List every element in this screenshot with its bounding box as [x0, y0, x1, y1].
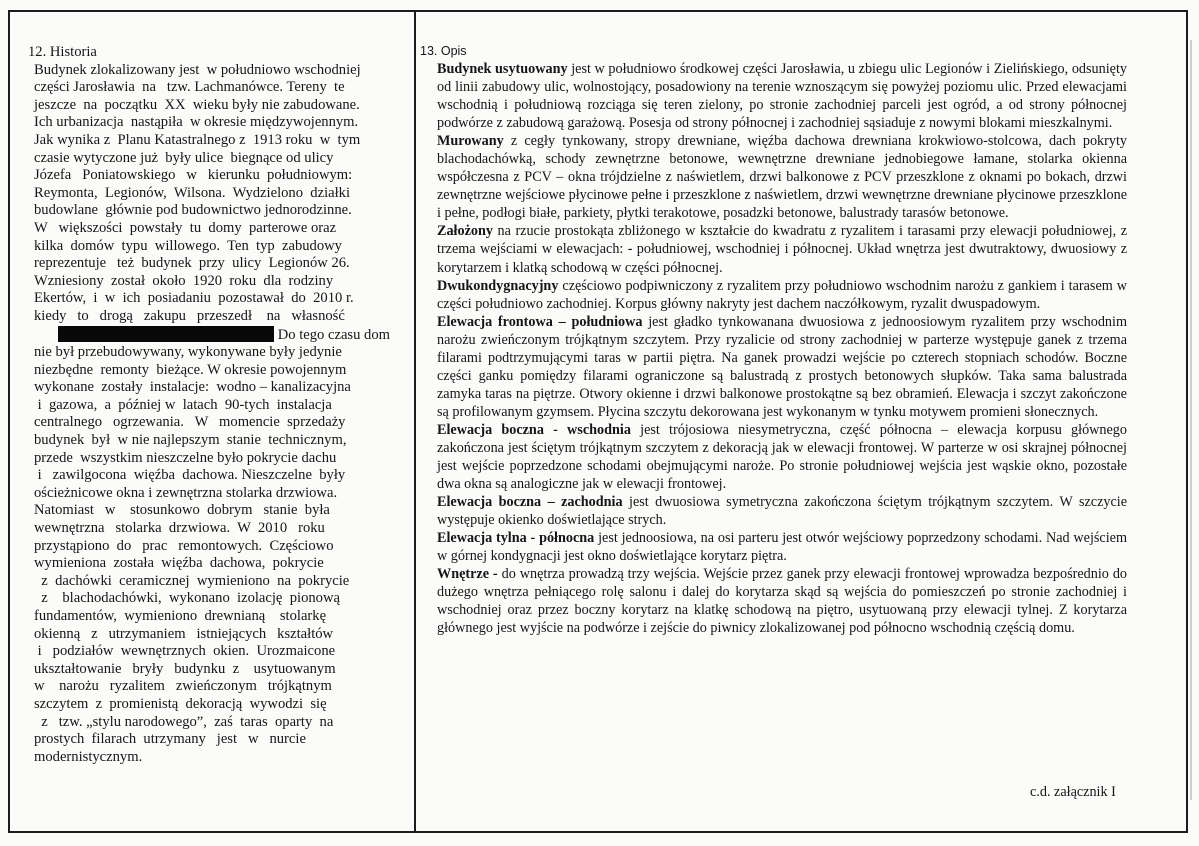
history-line: Reymonta, Legionów, Wilsona. Wydzielono działki — [34, 184, 351, 201]
history-line: i gazowa, a później w latach 90-tych instalacja — [34, 396, 332, 413]
history-line: niezbędne remonty bieżące. W okresie powojennym — [34, 361, 347, 378]
history-text-part1 — [34, 62, 390, 326]
history-line: wykonane zostały instalacje: wodno – kanalizacyjna — [34, 379, 351, 396]
continuation-note: c.d. załącznik I — [1030, 784, 1116, 800]
paragraph-text: jest trójosiowa niesymetryczna, część północna – elewacja korpusu głównego zakończona jest ściętym trójkątnym szczytem z dekoracją jak w elewacji frontowej. W parterze w osi skrajnej północnej jest wejście poprzedzone schodami obejmującymi naroże. Po stronie południowej wejścia jest wąskie okno, pozostałe dwa okna są analogiczne jak w elewacji frontowej. — [437, 421, 1127, 493]
paragraph-heading: Elewacja frontowa – południowa — [437, 313, 643, 330]
paragraph-text: na rzucie prostokąta zbliżonego w kształcie do kwadratu z ryzalitem i tarasami przy elewacji południowej, z trzema wejściami w elewacjach: - południowej, wschodniej i północnej. Układ wnętrza jest dwutraktowy, dwuosiowy z korytarzem i klatką schodową w części północnej. — [437, 223, 1127, 276]
paragraph-text: jest w południowo środkowej części Jarosławia, u zbiegu ulic Legionów i Zielińskiego, odsunięty od linii zabudowy ulic, wolnostojący, posadowiony na terenie wznoszącym się powyżej poziomu ulic. Przed elewacjami wschodnią i południową rozciąga się teren zielony, po stronie zachodniej parceli jest ogród, a od strony północnej podwórze z zabudową garażową. Posesja od strony północnej i zachodniej sąsiaduje z nowymi blokami mieszkalnymi. — [437, 61, 1127, 132]
history-line: wymieniona została więźba dachowa, pokrycie — [34, 555, 324, 572]
description-paragraph — [437, 529, 1127, 565]
description-paragraph — [437, 132, 1127, 222]
paragraph-heading: Założony — [437, 223, 493, 240]
history-line: W większości powstały tu domy parterowe oraz — [34, 219, 337, 236]
description-paragraph — [437, 313, 1127, 421]
history-after-redaction: Do tego czasu dom — [277, 326, 390, 343]
history-line: z tzw. „stylu narodowego”, zaś taras oparty na — [34, 713, 334, 730]
description-section — [437, 60, 1127, 638]
paragraph-text: jest jednoosiowa, na osi parteru jest otwór wejściowy poprzedzony schodami. Nad wejściem w górnej kondygnacji jest okno doświetlające korytarz piętra. — [437, 530, 1127, 565]
history-line: szczytem z promienistą dekoracją wywodzi się — [34, 695, 327, 712]
history-line: z blachodachówki, wykonano izolację pionową — [34, 590, 340, 607]
description-paragraph — [437, 565, 1127, 637]
history-line: okienną z utrzymaniem istniejących kształtów — [34, 625, 334, 642]
scan-edge-shadow — [1190, 40, 1192, 800]
history-line: ościeżnicowe okna i zewnętrzna stolarka drzwiowa. — [34, 484, 338, 501]
history-redacted-line — [34, 326, 390, 345]
history-line: kiedy to drogą zakupu przeszedł na własność — [34, 307, 345, 324]
paragraph-heading: Elewacja tylna - północna — [437, 530, 595, 547]
history-line: wewnętrzna stolarka drzwiowa. W 2010 roku — [34, 520, 325, 537]
paragraph-heading: Budynek usytuowany — [437, 61, 568, 77]
paragraph-text: jest gładko tynkowanana dwuosiowa z jednoosiowym ryzalitem przy wschodnim narożu zwieńczonym trójkątnym szczytem. Przy ryzalicie od strony zachodniej w parterze występuje ganek z trzema filarami podtrzymującymi taras w partii piętra. Na ganek prowadzi wejście po czterech stopniach schodów. Boczne części ganku pomiędzy filarami ograniczone są balustradą z prostych betonowych słupków. Taka sama balustrada zamyka taras na piętrze. Otwory okienne i drzwi balkonowe prostokątne są bez obramień. Elewacja i szczyt zakończone są profilowanym gzymsem. Płycina szczytu dekorowana jest wykonanym w tynku motywem promieni słonecznych. — [437, 313, 1128, 420]
history-title: 12. Historia — [28, 44, 97, 60]
description-paragraph — [437, 493, 1127, 529]
description-paragraph — [437, 60, 1127, 132]
history-line: Józefa Poniatowskiego w kierunku południowym: — [34, 167, 353, 184]
paragraph-text: jest dwuosiowa symetryczna zakończona ściętym trójkątnym szczytem. W szczycie występuje okienko doświetlające strych. — [437, 494, 1127, 529]
description-paragraph — [437, 277, 1127, 313]
column-divider — [414, 10, 416, 833]
history-line: w narożu ryzalitem zwieńczonym trójkątnym — [34, 678, 332, 695]
history-line: ukształtowanie bryły budynku z usytuowanym — [34, 660, 336, 677]
history-line: budynek był w nie najlepszym stanie technicznym, — [34, 432, 347, 449]
paragraph-text: do wnętrza prowadzą trzy wejścia. Wejście przez ganek przy elewacji frontowej wprowadza bezpośrednio do dużego wnętrza pełniącego rolę salonu i dalej do korytarza skąd są wejścia do pomieszczeń po stronie zachodniej i wschodniej oraz przez boczny korytarz na klatkę schodową na piętro, usytuowaną przy elewacji tylnej. Z korytarza głównego jest wyjście na podwórze i zejście do piwnicy zlokalizowanej pod północno wschodnią częścią domu. — [437, 566, 1128, 637]
description-paragraph — [437, 421, 1127, 493]
paragraph-text: częściowo podpiwniczony z ryzalitem przy południowo wschodnim narożu z gankiem i tarasem w części południowo zachodniej. Korpus główny nakryty jest dachem naczółkowym, ryzalit dwuspadowym. — [437, 277, 1127, 312]
description-title: 13. Opis — [420, 44, 467, 58]
paragraph-heading: Wnętrze - — [437, 566, 498, 583]
redaction-block — [58, 326, 274, 342]
history-line: części Jarosławia na tzw. Lachmanówce. Tereny te — [34, 79, 345, 96]
history-line: prostych filarach utrzymany jest w nurcie — [34, 731, 306, 748]
history-line: przede wszystkim nieszczelne było pokrycie dachu — [34, 449, 337, 466]
history-line: i zawilgocona więźba dachowa. Nieszczelne były — [34, 467, 346, 484]
history-line: fundamentów, wymieniono drewnianą stolarkę — [34, 608, 327, 624]
history-line: Budynek zlokalizowany jest w południowo wschodniej — [34, 61, 361, 78]
paragraph-heading: Elewacja boczna - wschodnia — [437, 421, 631, 438]
history-line: przystąpiono do prac remontowych. Częściowo — [34, 537, 334, 554]
paragraph-text: z cegły tynkowany, stropy drewniane, więźba dachowa drewniana krokwiowo-stolcowa, dach pokryty blachodachówką, schody zewnętrzne betonowe, wewnętrzne drewniane jednobiegowe łamane, stolarka okienna współczesna z PCV – okna trójdzielne z naświetlem, drzwi balkonowe z PCV przeszklone z oknami po bokach, drzwi zewnętrzne wejściowe płycinowe pełne i przeszklone z naświetlem, drzwi wewnętrzne drewniane płycinowe przeszklone i pełne, podłogi białe, parkiety, płytki terakotowe, posadzki betonowe, balustrady tarasów betonowe. — [437, 133, 1127, 222]
paragraph-heading: Murowany — [437, 133, 504, 150]
history-line: i podziałów wewnętrznych okien. Urozmaicone — [34, 643, 336, 660]
history-line: Ekertów, i w ich posiadaniu pozostawał do 2010 r. — [34, 290, 354, 307]
history-line: nie był przebudowywany, wykonywane były jedynie — [34, 344, 342, 361]
history-line: Wzniesiony został około 1920 roku dla rodziny — [34, 272, 334, 289]
paragraph-heading: Elewacja boczna – zachodnia — [437, 494, 623, 511]
history-line: czasie wytyczone już były ulice biegnące od ulicy — [34, 149, 334, 166]
history-line: Jak wynika z Planu Katastralnego z 1913 roku w tym — [34, 131, 361, 148]
history-line: Ich urbanizacja nastąpiła w okresie międzywojennym. — [34, 114, 359, 131]
history-line: jeszcze na początku XX wieku były nie zabudowane. — [34, 96, 360, 113]
paragraph-heading: Dwukondygnacyjny — [437, 277, 559, 294]
history-section — [28, 44, 390, 766]
history-line: Natomiast w stosunkowo dobrym stanie była — [34, 502, 330, 519]
history-text-part2 — [34, 344, 390, 766]
history-line: modernistycznym. — [34, 748, 143, 765]
history-line: z dachówki ceramicznej wymieniono na pokrycie — [34, 572, 350, 589]
description-paragraph — [437, 222, 1127, 276]
history-line: budowlane głównie pod budownictwo jednorodzinne. — [34, 202, 352, 219]
history-line: kilka domów typu willowego. Ten typ zabudowy — [34, 237, 342, 254]
history-line: centralnego ogrzewania. W momencie sprzedaży — [34, 414, 346, 431]
history-line: reprezentuje też budynek przy ulicy Legionów 26. — [34, 255, 350, 272]
